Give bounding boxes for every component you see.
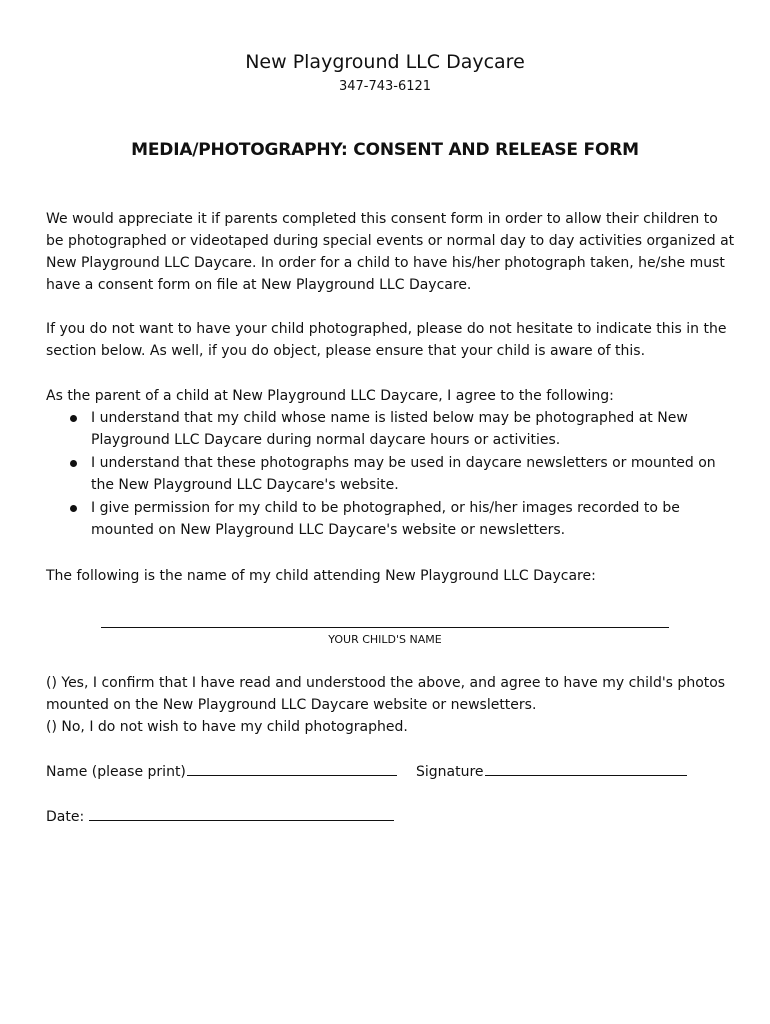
intro-paragraph: We would appreciate it if parents completed this consent form in order to allow their children to be photographed or videotaped during special events or normal day to day activities organized at New Playground LLC Daycare. In order for a child to have his/her photograph taken, he/she must have a consent form on file at New Playground LLC Daycare.	[46, 211, 735, 293]
list-item	[46, 452, 736, 496]
opt-out-paragraph: If you do not want to have your child photographed, please do not hesitate to indicate this in the section below. As well, if you do object, please ensure that your child is aware of this.	[46, 321, 727, 359]
organization-phone: 347-743-6121	[338, 79, 432, 94]
name-field-group	[46, 760, 397, 783]
list-item	[46, 407, 736, 451]
signature-label: Signature	[416, 764, 484, 780]
organization-name: New Playground LLC Daycare	[245, 51, 525, 73]
bullet-icon	[70, 460, 77, 467]
bullet-icon	[70, 415, 77, 422]
agreement-list	[46, 407, 736, 542]
signature-input[interactable]	[485, 760, 687, 776]
date-field-group	[46, 805, 394, 828]
list-item-text: I give permission for my child to be photographed, or his/her images recorded to be mounted on New Playground LLC Daycare's website or newsletters.	[91, 500, 680, 538]
name-label: Name (please print)	[46, 764, 186, 780]
consent-options	[46, 672, 736, 738]
bullet-icon	[70, 505, 77, 512]
consent-option-yes[interactable]: () Yes, I confirm that I have read and understood the above, and agree to have my child's photos mounted on the New Playground LLC Daycare website or newsletters.	[46, 675, 726, 713]
list-item-text: I understand that these photographs may be used in daycare newsletters or mounted on the New Playground LLC Daycare's website.	[91, 455, 716, 493]
signature-field-group	[416, 760, 687, 783]
child-name-field[interactable]	[101, 627, 669, 628]
form-title: MEDIA/PHOTOGRAPHY: CONSENT AND RELEASE FORM	[131, 140, 639, 160]
date-input[interactable]	[89, 805, 394, 821]
date-label: Date:	[46, 809, 85, 825]
list-item-text: I understand that my child whose name is listed below may be photographed at New Playground LLC Daycare during normal daycare hours or activities.	[91, 410, 688, 448]
child-name-intro: The following is the name of my child attending New Playground LLC Daycare:	[46, 568, 596, 584]
date-row	[46, 805, 736, 827]
agreement-intro: As the parent of a child at New Playground LLC Daycare, I agree to the following:	[46, 388, 614, 404]
child-name-caption: YOUR CHILD'S NAME	[328, 633, 442, 646]
list-item	[46, 497, 736, 541]
name-signature-row	[46, 760, 736, 782]
name-input[interactable]	[187, 760, 397, 776]
consent-option-no[interactable]: () No, I do not wish to have my child photographed.	[46, 719, 408, 735]
